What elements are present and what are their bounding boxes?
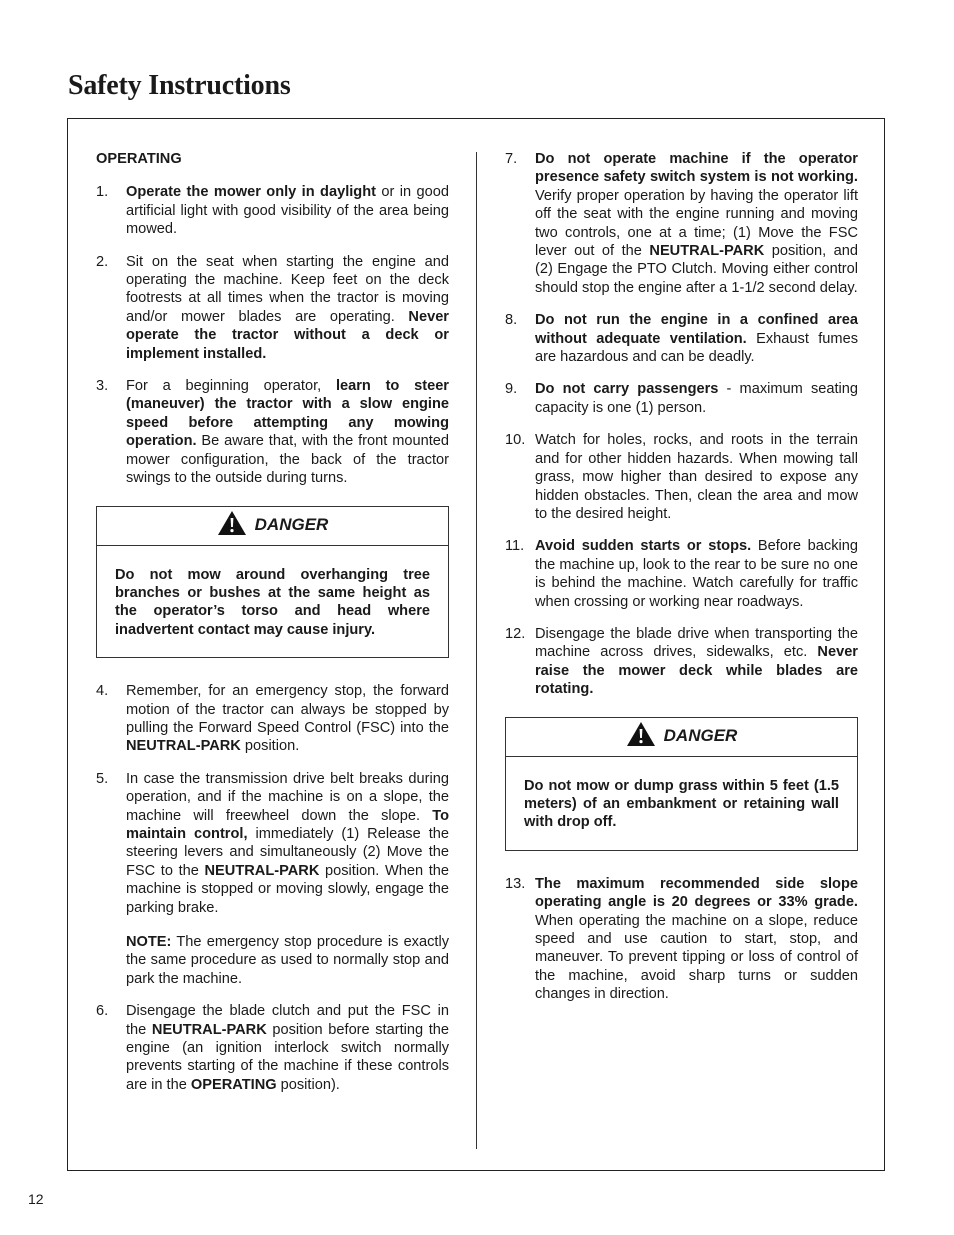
right-column <box>505 150 858 1018</box>
bold-text-run: OPERATING <box>190 1076 277 1093</box>
item-number: 13. <box>505 875 526 892</box>
bold-text-run: Do not run the engine in a confined area without adequate ventilation. <box>535 312 858 347</box>
item-body <box>126 377 449 487</box>
list-item <box>96 183 449 238</box>
item-number: 5. <box>96 770 109 787</box>
bold-text-run: NEUTRAL-PARK <box>126 738 241 755</box>
text-run: position. <box>240 738 300 755</box>
bold-text-run: To maintain control, <box>126 807 449 842</box>
list-item <box>505 150 858 297</box>
item-number: 12. <box>505 625 526 642</box>
bold-text-run: NEUTRAL-PARK <box>649 243 765 260</box>
bold-text-run: Do not carry passengers <box>535 381 719 398</box>
list-item <box>96 770 449 988</box>
item-body <box>535 150 858 297</box>
bold-text-run: Avoid sudden starts or stops. <box>535 538 752 555</box>
item-number: 4. <box>96 683 109 700</box>
item-body <box>126 682 449 756</box>
item-note <box>126 933 449 988</box>
item-text <box>535 625 858 699</box>
bold-text-run: Operate the mower only in daylight <box>126 184 376 201</box>
danger-text: Do not mow around overhanging tree branches or bushes at the same height as the operator’s torso and head where inadvertent contact may cause injury. <box>115 566 430 638</box>
item-text <box>535 431 858 523</box>
text-run: Disengage the blade drive when transporting the machine across drives, sidewalks, etc. <box>535 625 858 661</box>
left-column <box>96 150 449 1108</box>
bold-text-run: Never raise the mower deck while blades are rotating. <box>535 644 858 698</box>
list-item <box>505 311 858 366</box>
item-body <box>535 431 858 523</box>
item-number: 2. <box>96 253 109 270</box>
text-run: Be aware that, with the front mounted mower configuration, the back of the tractor swings to the outside during turns. <box>126 433 449 487</box>
bold-text-run: learn to steer (maneuver) the tractor with a slow engine speed before attempting any mowing operation. <box>126 378 449 450</box>
item-text <box>126 377 449 487</box>
danger-label: DANGER <box>663 726 738 746</box>
item-number: 10. <box>505 432 526 449</box>
item-number: 7. <box>505 151 518 167</box>
item-text <box>535 311 858 366</box>
text-run: Exhaust fumes are hazardous and can be deadly. <box>535 330 858 366</box>
item-text <box>535 537 858 611</box>
item-number: 3. <box>96 378 109 395</box>
item-text <box>535 875 858 1004</box>
item-body <box>126 1002 449 1094</box>
section-heading: OPERATING <box>96 151 182 167</box>
item-body <box>126 253 449 363</box>
text-run: In case the transmission drive belt breaks during operation, and if the machine is on a slope, the machine will freewheel down the slope. <box>126 770 449 824</box>
page-number: 12 <box>28 1191 44 1207</box>
bold-text-run: Do not operate machine if the operator presence safety switch system is not working. <box>535 151 858 186</box>
text-run: Verify proper operation by having the operator lift off the seat with the engine running and moving two controls, one at a time; (1) Move the FSC lever out of the <box>535 187 858 260</box>
text-run: immediately (1) Release the steering levers and simultaneously (2) Move the FSC to the <box>126 825 449 879</box>
item-number: 8. <box>505 312 518 329</box>
text-run: Disengage the blade clutch and put the FSC in the <box>126 1003 449 1038</box>
item-body <box>126 183 449 238</box>
text-run: or in good artificial light with good visibility of the area being mowed. <box>126 184 449 238</box>
text-run: position. When the machine is stopped or moving slowly, engage the parking brake. <box>126 862 450 916</box>
warning-triangle-icon <box>217 510 247 541</box>
list-item <box>505 875 858 1004</box>
item-body <box>535 311 858 366</box>
bold-text-run: Never operate the tractor without a deck or implement installed. <box>126 308 449 362</box>
list-item <box>505 380 858 417</box>
danger-label: DANGER <box>254 515 329 535</box>
item-text <box>535 150 858 297</box>
text-run: position). <box>276 1076 340 1093</box>
item-body <box>535 875 858 1004</box>
item-text <box>126 183 449 238</box>
list-item <box>505 537 858 611</box>
danger-callout <box>505 717 858 851</box>
bold-text-run: NEUTRAL-PARK <box>204 862 320 879</box>
item-body <box>535 380 858 417</box>
list-item <box>96 253 449 363</box>
list-item <box>96 377 449 487</box>
text-run: Watch for holes, rocks, and roots in the terrain and for other hidden hazards. When mowing tall grass, mow higher than desired to expose any hidden obstacles. Then, clean the area and mow to the desired height. <box>535 432 858 522</box>
text-run: Before backing the machine up, look to the rear to be sure no one is behind the machine. Watch carefully for traffic when crossing or working near roadways. <box>535 538 858 610</box>
item-number: 1. <box>96 184 109 201</box>
item-number: 9. <box>505 381 518 398</box>
danger-header <box>506 718 857 757</box>
text-run: - maximum seating capacity is one (1) person. <box>535 381 858 416</box>
danger-callout <box>96 506 449 659</box>
list-item <box>96 1002 449 1094</box>
list-item <box>505 431 858 523</box>
list-item <box>505 625 858 699</box>
item-body <box>535 625 858 699</box>
text-run: The emergency stop procedure is exactly the same procedure as used to normally stop and park the machine. <box>126 934 449 987</box>
item-text <box>126 253 449 363</box>
page-title: Safety Instructions <box>68 70 291 101</box>
column-divider <box>476 152 477 1149</box>
text-run: position before starting the engine (an ignition interlock switch normally prevents starting of the machine if these controls are in the <box>126 1021 450 1093</box>
danger-text: Do not mow or dump grass within 5 feet (1.5 meters) of an embankment or retaining wall with drop off. <box>524 777 839 831</box>
item-body <box>126 770 449 988</box>
bold-text-run: The maximum recommended side slope operating angle is 20 degrees or 33% grade. <box>535 875 858 911</box>
text-run: When operating the machine on a slope, reduce speed and use caution to start, stop, and maneuver. To prevent tipping or loss of control of the machine, avoid sharp turns or sudden changes in direction. <box>535 912 858 1003</box>
text-run: For a beginning operator, <box>126 378 336 395</box>
text-run: position, and (2) Engage the PTO Clutch. Moving either control should stop the engine after a 1-1/2 second delay. <box>535 243 858 296</box>
item-text <box>126 1002 449 1094</box>
item-text <box>126 770 449 917</box>
item-text <box>126 682 449 756</box>
warning-triangle-icon <box>626 721 656 752</box>
bold-text-run: NOTE: <box>126 934 172 950</box>
text-run: Remember, for an emergency stop, the forward motion of the tractor can always be stopped by pulling the Forward Speed Control (FSC) into the <box>126 683 449 736</box>
item-number: 11. <box>505 538 525 555</box>
item-number: 6. <box>96 1003 109 1020</box>
item-text <box>535 380 858 417</box>
bold-text-run: NEUTRAL-PARK <box>151 1021 267 1038</box>
list-item <box>96 682 449 756</box>
item-body <box>535 537 858 611</box>
danger-header <box>97 507 448 546</box>
text-run: Sit on the seat when starting the engine and operating the machine. Keep feet on the deck footrests at all times when the tractor is moving and/or mower blades are operating. <box>126 253 449 325</box>
